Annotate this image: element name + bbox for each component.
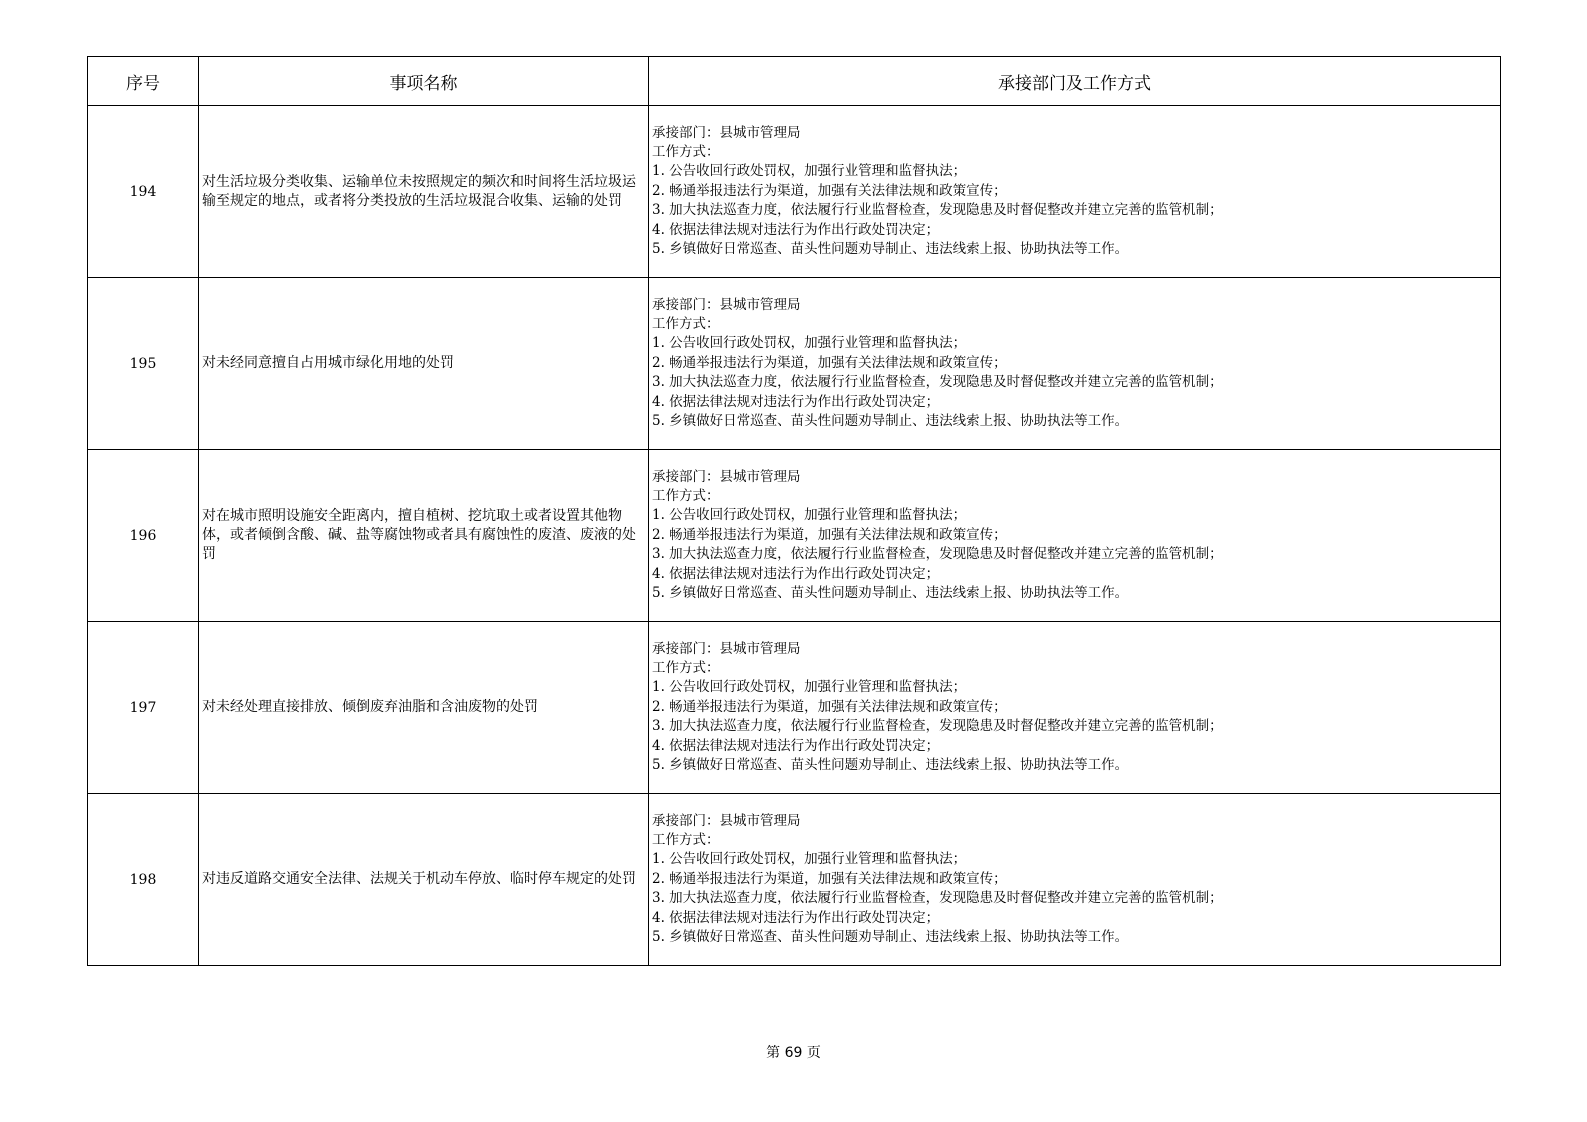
department-method-line: 5. 乡镇做好日常巡查、苗头性问题劝导制止、违法线索上报、协助执法等工作。 (652, 757, 1129, 774)
department-method-line: 3. 加大执法巡查力度，依法履行行业监督检查，发现隐患及时督促整改并建立完善的监管机制； (652, 890, 1223, 907)
matter-name-cell: 对未经同意擅自占用城市绿化用地的处罚 (199, 278, 649, 450)
serial-number-cell: 196 (88, 450, 199, 622)
table-row (88, 106, 1501, 278)
department-method-line: 2. 畅通举报违法行为渠道，加强有关法律法规和政策宣传； (652, 698, 1007, 715)
department-method-line: 工作方式： (652, 831, 720, 848)
serial-number-cell: 198 (88, 794, 199, 966)
department-method-line: 4. 依据法律法规对违法行为作出行政处罚决定； (652, 737, 940, 754)
department-method-line: 3. 加大执法巡查力度，依法履行行业监督检查，发现隐患及时督促整改并建立完善的监管机制； (652, 374, 1223, 391)
serial-number-cell: 195 (88, 278, 199, 450)
department-method-cell (649, 794, 1501, 966)
matter-name-cell: 对在城市照明设施安全距离内，擅自植树、挖坑取土或者设置其他物体，或者倾倒含酸、碱、盐等腐蚀物或者具有腐蚀性的废渣、废液的处罚 (199, 450, 649, 622)
department-method-line: 4. 依据法律法规对违法行为作出行政处罚决定； (652, 909, 940, 926)
department-method-line: 5. 乡镇做好日常巡查、苗头性问题劝导制止、违法线索上报、协助执法等工作。 (652, 241, 1129, 258)
department-method-line: 1. 公告收回行政处罚权，加强行业管理和监督执法； (652, 851, 967, 868)
department-method-line: 3. 加大执法巡查力度，依法履行行业监督检查，发现隐患及时督促整改并建立完善的监管机制； (652, 718, 1223, 735)
department-method-line: 2. 畅通举报违法行为渠道，加强有关法律法规和政策宣传； (652, 526, 1007, 543)
department-method-line: 2. 畅通举报违法行为渠道，加强有关法律法规和政策宣传； (652, 354, 1007, 371)
department-method-line: 承接部门：县城市管理局 (652, 468, 801, 485)
department-method-line: 1. 公告收回行政处罚权，加强行业管理和监督执法； (652, 507, 967, 524)
matter-name-cell: 对违反道路交通安全法律、法规关于机动车停放、临时停车规定的处罚 (199, 794, 649, 966)
department-method-cell (649, 622, 1501, 794)
table-header (88, 57, 1501, 106)
department-method-line: 4. 依据法律法规对违法行为作出行政处罚决定； (652, 393, 940, 410)
department-method-line: 1. 公告收回行政处罚权，加强行业管理和监督执法； (652, 679, 967, 696)
department-method-line: 工作方式： (652, 659, 720, 676)
table-row (88, 450, 1501, 622)
table-row (88, 794, 1501, 966)
department-method-cell (649, 278, 1501, 450)
department-method-line: 3. 加大执法巡查力度，依法履行行业监督检查，发现隐患及时督促整改并建立完善的监管机制； (652, 546, 1223, 563)
department-method-line: 5. 乡镇做好日常巡查、苗头性问题劝导制止、违法线索上报、协助执法等工作。 (652, 413, 1129, 430)
department-method-line: 工作方式： (652, 487, 720, 504)
header-row (88, 57, 1501, 106)
serial-number-cell: 194 (88, 106, 199, 278)
header-serial-number: 序号 (88, 57, 199, 106)
header-department-and-method: 承接部门及工作方式 (649, 57, 1501, 106)
department-method-line: 1. 公告收回行政处罚权，加强行业管理和监督执法； (652, 335, 967, 352)
serial-number-cell: 197 (88, 622, 199, 794)
department-method-line: 承接部门：县城市管理局 (652, 640, 801, 657)
matter-name-cell: 对未经处理直接排放、倾倒废弃油脂和含油废物的处罚 (199, 622, 649, 794)
department-method-line: 承接部门：县城市管理局 (652, 812, 801, 829)
department-method-line: 1. 公告收回行政处罚权，加强行业管理和监督执法； (652, 163, 967, 180)
department-method-line: 工作方式： (652, 315, 720, 332)
department-method-cell (649, 106, 1501, 278)
department-method-line: 2. 畅通举报违法行为渠道，加强有关法律法规和政策宣传； (652, 182, 1007, 199)
department-method-line: 3. 加大执法巡查力度，依法履行行业监督检查，发现隐患及时督促整改并建立完善的监管机制； (652, 202, 1223, 219)
department-method-line: 承接部门：县城市管理局 (652, 296, 801, 313)
table-body (88, 106, 1501, 966)
department-method-cell (649, 450, 1501, 622)
page-number: 第 69 页 (766, 1045, 821, 1061)
department-method-line: 4. 依据法律法规对违法行为作出行政处罚决定； (652, 565, 940, 582)
department-method-line: 5. 乡镇做好日常巡查、苗头性问题劝导制止、违法线索上报、协助执法等工作。 (652, 929, 1129, 946)
matters-table (87, 56, 1501, 966)
department-method-line: 承接部门：县城市管理局 (652, 124, 801, 141)
department-method-line: 工作方式： (652, 143, 720, 160)
matter-name-cell: 对生活垃圾分类收集、运输单位未按照规定的频次和时间将生活垃圾运输至规定的地点，或者将分类投放的生活垃圾混合收集、运输的处罚 (199, 106, 649, 278)
department-method-line: 2. 畅通举报违法行为渠道，加强有关法律法规和政策宣传； (652, 870, 1007, 887)
table-row (88, 622, 1501, 794)
department-method-line: 5. 乡镇做好日常巡查、苗头性问题劝导制止、违法线索上报、协助执法等工作。 (652, 585, 1129, 602)
table-row (88, 278, 1501, 450)
header-matter-name: 事项名称 (199, 57, 649, 106)
department-method-line: 4. 依据法律法规对违法行为作出行政处罚决定； (652, 221, 940, 238)
